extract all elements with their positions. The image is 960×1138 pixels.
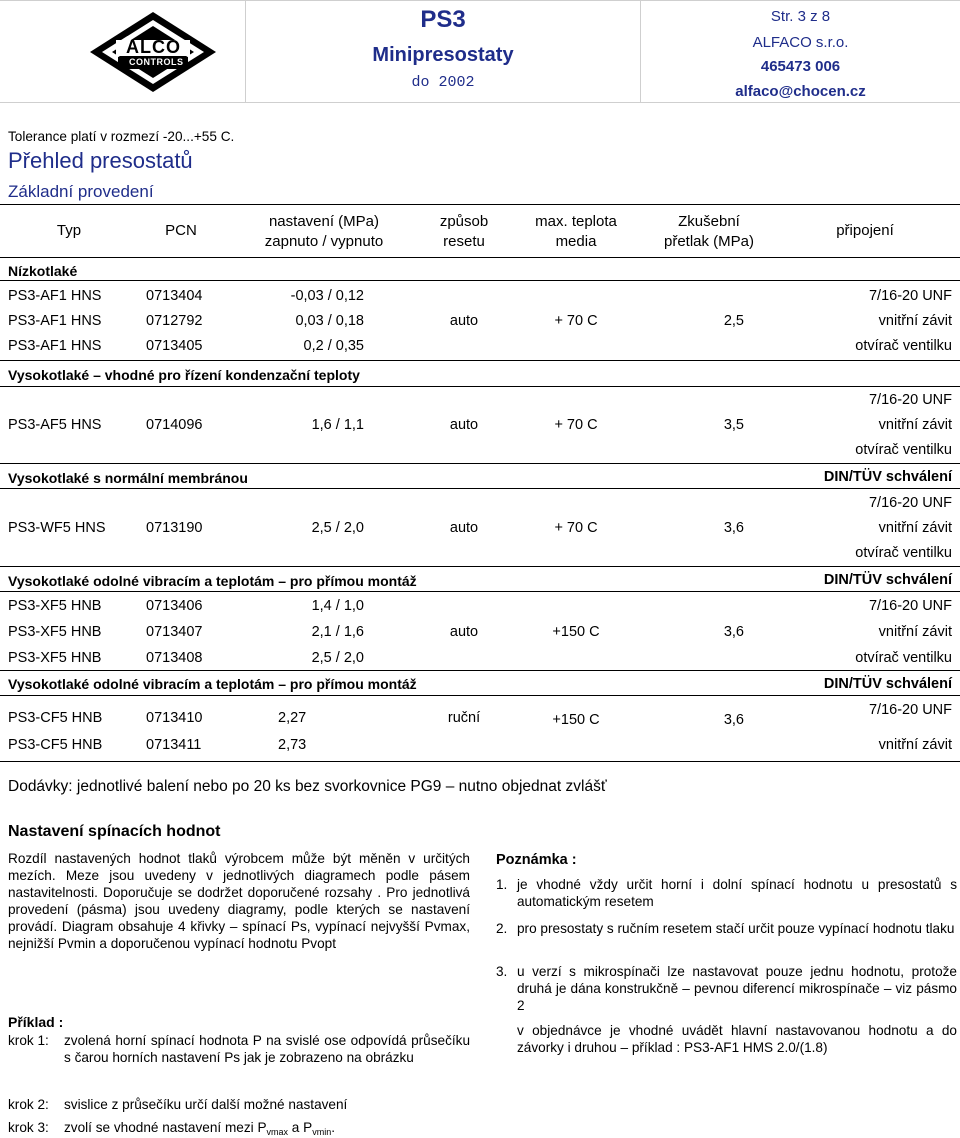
section-high-vibration-2: Vysokotlaké odolné vibracím a teplotám – pro přímou montáž — [8, 676, 417, 692]
row-setting: 0,03 / 0,18 — [295, 313, 364, 329]
note-number: 1. — [496, 877, 508, 892]
col-header-test-2: přetlak (MPa) — [663, 233, 755, 250]
company-phone: 465473 006 — [760, 58, 841, 75]
row-setting: 1,4 / 1,0 — [311, 598, 364, 614]
section-low-pressure: Nízkotlaké — [8, 263, 78, 279]
conn-inner-thread: vnitřní závit — [878, 520, 952, 536]
group-temp: + 70 C — [554, 417, 598, 433]
settings-paragraph: Rozdíl nastavených hodnot tlaků výrobcem může být měněn v určitých mezích. Meze jsou uvedeny v jednotlivých diagramech podle pásem nastavitelnosti. Doporučuje se dodržet doporučené rozsahy . Pro jednotlivá provedení (pásma) jsou uvedeny diagramy, podle kterých se nastavení provádí. Diagram obsahuje 4 křivky – spínací Ps, vypínací nejvyšší Pvmax, nejnižší Pvmin a doporučenou vypínací hodnotu Pvopt — [8, 851, 470, 951]
overview-heading: Přehled presostatů — [8, 148, 193, 173]
step-text: zvolená horní spínací hodnota P na svislé ose odpovídá průsečíku s čarou horních nastavení Ps jak je zobrazeno na obrázku — [64, 1033, 470, 1065]
row-setting: 0,2 / 0,35 — [303, 338, 364, 354]
doc-date: do 2002 — [411, 74, 475, 91]
din-tuv-approval: DIN/TÜV schválení — [823, 469, 952, 485]
row-pcn: 0713190 — [146, 520, 203, 536]
tolerance-note: Tolerance platí v rozmezí -20...+55 C. — [8, 129, 235, 144]
conn-inner-thread: vnitřní závit — [878, 624, 952, 640]
row-pcn: 0713407 — [146, 624, 203, 640]
group-test-pressure: 3,6 — [723, 520, 744, 536]
conn-valve-opener: otvírač ventilku — [855, 338, 952, 354]
row-pcn: 0713404 — [146, 288, 203, 304]
col-header-setting-2: zapnuto / vypnuto — [264, 233, 384, 250]
company-name: ALFACO s.r.o. — [752, 34, 849, 51]
step-text: svislice z průsečíku určí další možné nastavení — [64, 1097, 348, 1112]
conn-thread: 7/16-20 UNF — [868, 288, 952, 304]
conn-inner-thread: vnitřní závit — [878, 417, 952, 433]
section-high-normal-membrane: Vysokotlaké s normální membránou — [8, 470, 248, 486]
note-text: pro presostaty s ručním resetem stačí určit pouze vypínací hodnotu tlaku — [517, 921, 955, 936]
group-test-pressure: 2,5 — [723, 313, 744, 329]
conn-valve-opener: otvírač ventilku — [855, 442, 952, 458]
row-typ: PS3-CF5 HNB — [8, 710, 103, 726]
row-typ: PS3-XF5 HNB — [8, 598, 102, 614]
row-setting: 2,73 — [278, 737, 307, 753]
conn-thread: 7/16-20 UNF — [868, 702, 952, 718]
logo-text-alco: ALCO — [126, 37, 181, 57]
example-heading: Příklad : — [8, 1014, 64, 1030]
doc-subtitle: Minipresostaty — [372, 44, 514, 66]
col-header-reset-2: resetu — [443, 233, 485, 250]
section-high-condensing: Vysokotlaké – vhodné pro řízení kondenzační teploty — [8, 367, 360, 383]
row-typ: PS3-XF5 HNB — [8, 650, 102, 666]
delivery-note: Dodávky: jednotlivé balení nebo po 20 ks bez svorkovnice PG9 – nutno objednat zvlášť — [8, 778, 607, 795]
row-setting: 2,5 / 2,0 — [311, 520, 364, 536]
row-setting: -0,03 / 0,12 — [290, 288, 364, 304]
group-reset: auto — [449, 624, 479, 640]
note-number: 3. — [496, 964, 508, 979]
group-temp: + 70 C — [554, 520, 598, 536]
col-header-temp-2: media — [555, 233, 597, 250]
row-typ: PS3-CF5 HNB — [8, 737, 103, 753]
conn-valve-opener: otvírač ventilku — [855, 650, 952, 666]
col-header-temp-1: max. teplota — [535, 213, 617, 230]
step-label: krok 2: — [8, 1097, 49, 1112]
row-pcn: 0714096 — [146, 417, 203, 433]
settings-heading: Nastavení spínacích hodnot — [8, 823, 221, 840]
col-header-setting-1: nastavení (MPa) — [268, 213, 380, 230]
group-temp: +150 C — [552, 624, 600, 640]
conn-inner-thread: vnitřní závit — [878, 313, 952, 329]
col-header-connection: připojení — [836, 222, 894, 239]
step-text: zvolí se vhodné nastavení mezi $P_{vmax}$ a $P_{vmin}$. — [64, 1120, 336, 1137]
notes-heading: Poznámka : — [496, 852, 577, 868]
row-pcn: 0713405 — [146, 338, 203, 354]
din-tuv-approval: DIN/TÜV schválení — [823, 572, 952, 588]
col-header-pcn: PCN — [165, 222, 197, 239]
step-label: krok 3: — [8, 1120, 49, 1135]
row-setting: 2,5 / 2,0 — [311, 650, 364, 666]
section-high-vibration-1: Vysokotlaké odolné vibracím a teplotám – pro přímou montáž — [8, 573, 417, 589]
col-header-typ: Typ — [56, 222, 82, 239]
conn-thread: 7/16-20 UNF — [868, 598, 952, 614]
step-label: krok 1: — [8, 1033, 49, 1048]
conn-thread: 7/16-20 UNF — [868, 495, 952, 511]
row-pcn: 0713411 — [146, 737, 202, 753]
row-typ: PS3-AF5 HNS — [8, 417, 102, 433]
row-setting: 2,1 / 1,6 — [311, 624, 364, 640]
logo-text-controls: CONTROLS — [129, 57, 184, 67]
note-extra: v objednávce je vhodné uvádět hlavní nastavovanou hodnotu a do závorky i druhou – příklad : PS3-AF1 HMS 2.0/(1.8) — [517, 1023, 957, 1055]
col-header-reset-1: způsob — [439, 213, 489, 230]
conn-thread: 7/16-20 UNF — [868, 392, 952, 408]
group-test-pressure: 3,6 — [723, 624, 744, 640]
note-number: 2. — [496, 921, 508, 936]
group-reset: auto — [449, 520, 479, 536]
group-temp: +150 C — [552, 712, 600, 728]
group-reset: auto — [449, 313, 479, 329]
note-text: u verzí s mikrospínači lze nastavovat pouze jednu hodnotu, protože druhá je dána konstrukčně – pevnou diferencí mikrospínače – viz pásmo 2 — [517, 964, 957, 1013]
row-pcn: 0712792 — [146, 313, 203, 329]
page-number: Str. 3 z 8 — [770, 8, 831, 25]
row-typ: PS3-AF1 HNS — [8, 313, 102, 329]
conn-inner-thread: vnitřní závit — [878, 737, 952, 753]
group-temp: + 70 C — [554, 313, 598, 329]
group-test-pressure: 3,6 — [723, 712, 744, 728]
group-test-pressure: 3,5 — [723, 417, 744, 433]
col-header-test-1: Zkušební — [678, 213, 740, 230]
doc-title: PS3 — [420, 6, 466, 33]
company-email: alfaco@chocen.cz — [735, 83, 866, 100]
row-pcn: 0713408 — [146, 650, 203, 666]
row-typ: PS3-AF1 HNS — [8, 288, 102, 304]
note-text: je vhodné vždy určit horní i dolní spínací hodnotu u presostatů s automatickým resetem — [517, 877, 957, 909]
row-typ: PS3-XF5 HNB — [8, 624, 102, 640]
row-typ: PS3-AF1 HNS — [8, 338, 102, 354]
din-tuv-approval: DIN/TÜV schválení — [823, 676, 952, 692]
row-setting: 2,27 — [278, 710, 307, 726]
conn-valve-opener: otvírač ventilku — [855, 545, 952, 561]
row-typ: PS3-WF5 HNS — [8, 520, 106, 536]
basic-version-subheading: Základní provedení — [8, 182, 154, 201]
alco-controls-logo — [88, 10, 218, 94]
group-reset: ruční — [447, 710, 481, 726]
row-pcn: 0713406 — [146, 598, 203, 614]
row-pcn: 0713410 — [146, 710, 203, 726]
group-reset: auto — [449, 417, 479, 433]
row-setting: 1,6 / 1,1 — [311, 417, 364, 433]
page-header — [0, 0, 960, 103]
